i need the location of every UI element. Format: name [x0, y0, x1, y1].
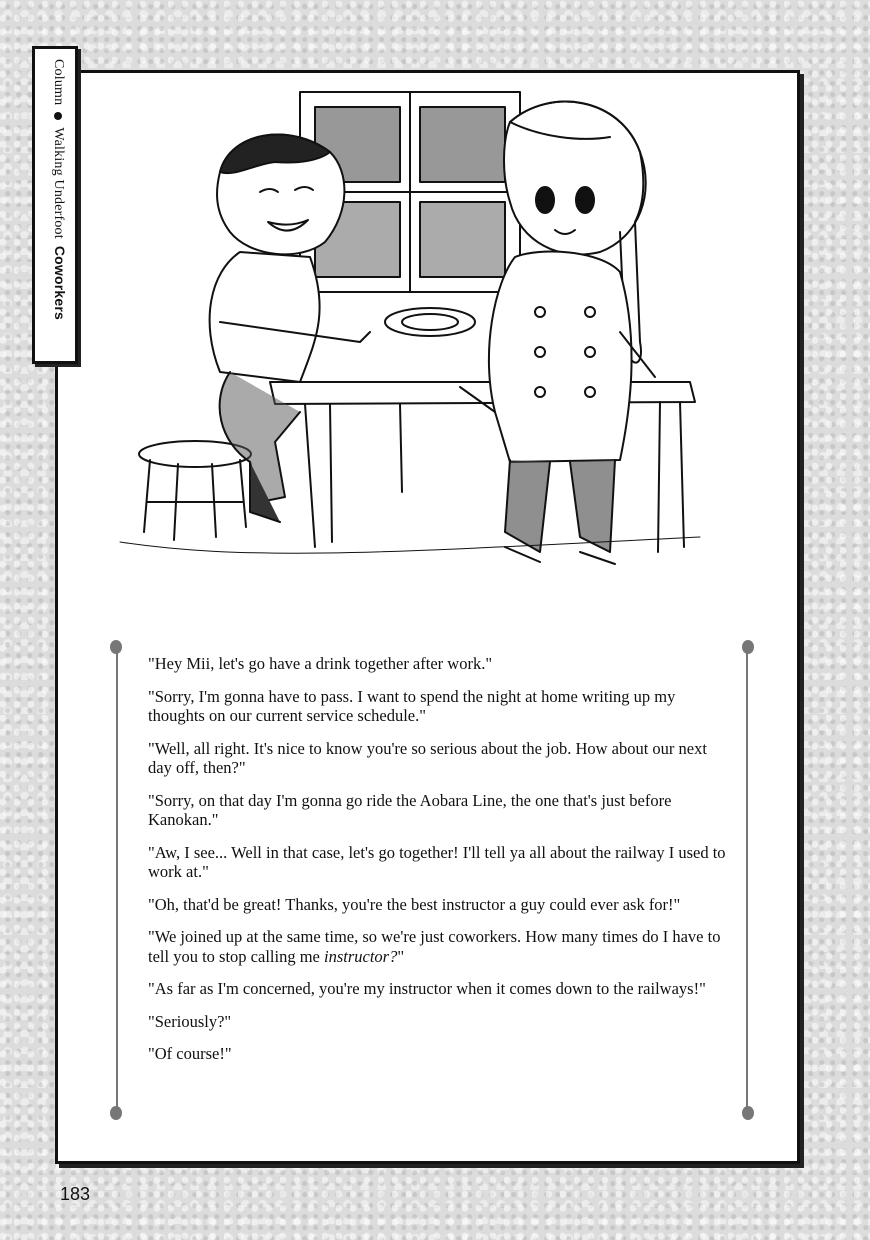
illustration: [100, 82, 720, 602]
bracket-ornament-icon: [110, 640, 122, 654]
dialogue-emphasis: instructor?: [323, 946, 398, 966]
bracket-ornament-icon: [742, 1106, 754, 1120]
dialogue-line-end: ": [397, 946, 405, 966]
left-bracket: [116, 652, 118, 1108]
dialogue-line: "Of course!": [148, 1044, 232, 1063]
dialogue-box: [108, 640, 756, 1120]
dialogue-line: "Seriously?": [148, 1011, 232, 1031]
dialogue-line: "Hey Mii, let's go have a drink together after work.": [148, 654, 493, 673]
right-bracket: [746, 652, 748, 1108]
dialogue-line: "Well, all right. It's nice to know you're so serious about the job. How about our next day off, then?": [148, 738, 707, 777]
bracket-ornament-icon: [110, 1106, 122, 1120]
stool-drawing: [139, 441, 251, 540]
dialogue-text: [148, 654, 728, 1077]
column-label: Column: [51, 59, 66, 106]
bracket-ornament-icon: [742, 640, 754, 654]
dialogue-line: [148, 927, 728, 966]
dialogue-line: "Oh, that'd be great! Thanks, you're the best instructor a guy could ever ask for!": [148, 894, 681, 914]
page-number: 183: [60, 1184, 91, 1204]
column-tab-text: [50, 59, 68, 359]
bullet-icon: [54, 112, 62, 120]
series-label: Walking Underfoot: [51, 127, 66, 239]
column-title: Coworkers: [52, 245, 68, 321]
column-tab: [32, 46, 78, 364]
dialogue-line-start: "We joined up at the same time, so we're just coworkers. How many times do I have to tell you to stop calling me: [148, 927, 721, 966]
dialogue-line: "Sorry, I'm gonna have to pass. I want to spend the night at home writing up my thoughts on our current service schedule.": [148, 686, 676, 725]
dialogue-line: "Aw, I see... Well in that case, let's go together! I'll tell ya all about the railway I used to work at.": [148, 842, 726, 881]
dialogue-line: "Sorry, on that day I'm gonna go ride the Aobara Line, the one that's just before Kanokan.": [148, 790, 672, 829]
dialogue-line: "As far as I'm concerned, you're my instructor when it comes down to the railways!": [148, 979, 706, 998]
